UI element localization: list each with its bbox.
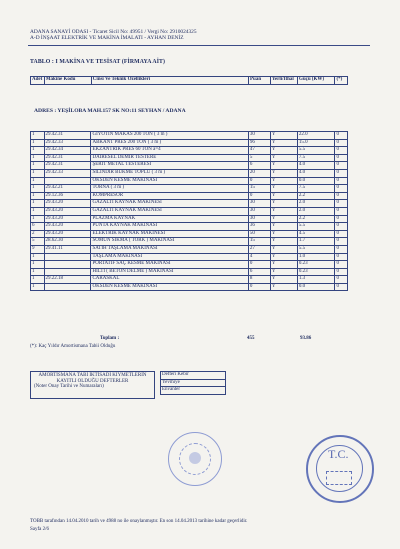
row-yerli-ithal: Y (270, 215, 297, 223)
row-amortisman: 0 (335, 154, 348, 162)
table-title: TABLO : I MAKİNA VE TESİSAT (FİRMAYA AİT) (30, 59, 166, 65)
row-cins: PUNTA KAYNAK MAKİNASI (91, 223, 248, 231)
totals-guc: 93.86 (300, 336, 312, 341)
row-kod: 29.42.31 (44, 132, 91, 140)
page-number: Sayfa 2/6 (30, 527, 50, 532)
row-kod: 29.42.31 (44, 162, 91, 170)
row-guc: 2.2 (297, 192, 335, 200)
row-guc: 0.23 (297, 261, 335, 269)
row-kod (44, 261, 91, 269)
row-yerli-ithal: Y (270, 154, 297, 162)
row-kod: 29.42.33 (44, 139, 91, 147)
row-amortisman: 0 (335, 139, 348, 147)
col-cins: Cinsi Ve Teknik Özellikleri (91, 77, 248, 85)
row-kod: 29.43.20 (44, 230, 91, 238)
amortization-box (30, 371, 155, 399)
round-seal-right (306, 435, 374, 503)
row-puan: 0 (248, 192, 270, 200)
row-guc: 4.0 (297, 162, 335, 170)
row-amortisman: 0 (335, 132, 348, 140)
row-amortisman: 0 (335, 177, 348, 185)
row-guc: 7.5 (297, 154, 335, 162)
table-row (31, 162, 348, 170)
row-cins: SATIH TAŞLAMA MAKİNASI (91, 245, 248, 253)
totals-label: Toplam : (100, 336, 120, 341)
row-guc: 4.0 (297, 169, 335, 177)
row-amortisman: 0 (335, 261, 348, 269)
row-puan: 36 (248, 223, 270, 231)
row-adet: 2 (31, 230, 45, 238)
row-cins: TAŞLAMA MAKİNASI (91, 253, 248, 261)
header-line-1: ADANA SANAYİ ODASI - Ticaret Sicil No: 49951 / Vergi No: 2910024325 (30, 29, 197, 35)
row-yerli-ithal: Y (270, 230, 297, 238)
col-amortisman: (*) (335, 77, 348, 85)
row-puan: 0 (248, 261, 270, 269)
row-guc: 0.0 (297, 177, 335, 185)
row-kod: 29.42.21 (44, 185, 91, 193)
row-adet: 1 (31, 139, 45, 147)
row-puan: 6 (248, 268, 270, 276)
row-adet: 1 (31, 147, 45, 155)
row-yerli-ithal: Y (270, 192, 297, 200)
row-kod (44, 283, 91, 291)
table-row (31, 177, 348, 185)
row-puan: 30 (248, 215, 270, 223)
row-amortisman: 0 (335, 200, 348, 208)
row-yerli-ithal: Y (270, 185, 297, 193)
row-amortisman: 0 (335, 230, 348, 238)
row-cins: GİYOTİN MAKAS 200 TON ( 3 m ) (91, 132, 248, 140)
row-puan: 30 (248, 207, 270, 215)
machine-table (30, 131, 348, 291)
row-kod: 29.43.20 (44, 223, 91, 231)
row-guc: 15.0 (297, 139, 335, 147)
row-puan: 30 (248, 200, 270, 208)
row-cins: HİLTİ ( BETON DELME ) MAKİNASI (91, 268, 248, 276)
row-kod: 29.43.20 (44, 215, 91, 223)
row-yerli-ithal: Y (270, 268, 297, 276)
row-adet: 5 (31, 238, 45, 246)
row-amortisman: 0 (335, 169, 348, 177)
table-row (31, 207, 348, 215)
row-puan: 47 (248, 147, 270, 155)
table-row (31, 200, 348, 208)
row-cins: PORTATİF SAÇ KESME MAKİNASI (91, 261, 248, 269)
row-puan: 30 (248, 132, 270, 140)
row-adet: 1 (31, 154, 45, 162)
row-kod: 29.12.36 (44, 192, 91, 200)
col-kod: Makine Kodu (44, 77, 91, 85)
row-yerli-ithal: Y (270, 223, 297, 231)
row-adet: 1 (31, 268, 45, 276)
row-guc: 2.0 (297, 207, 335, 215)
table-row (31, 223, 348, 231)
amortization-subtext: (Noter Onay Tarihi ve Numaraları) (34, 384, 104, 390)
row-puan: 96 (248, 139, 270, 147)
row-adet: 1 (31, 283, 45, 291)
row-guc: 5.5 (297, 147, 335, 155)
table-row (31, 215, 348, 223)
row-amortisman: 0 (335, 147, 348, 155)
row-adet: 1 (31, 169, 45, 177)
row-cins: GAZALTI KAYNAK MAKİNESİ (91, 200, 248, 208)
row-adet: 1 (31, 207, 45, 215)
header-divider (28, 45, 370, 46)
row-puan: 27 (248, 245, 270, 253)
row-guc: 4.5 (297, 230, 335, 238)
row-adet: 9 (31, 245, 45, 253)
row-adet: 1 (31, 200, 45, 208)
row-puan: 0 (248, 283, 270, 291)
row-guc: 5.5 (297, 245, 335, 253)
row-guc: 5.5 (297, 223, 335, 231)
row-cins: TORNA ( 3 m ) (91, 185, 248, 193)
row-kod: 29.43.20 (44, 207, 91, 215)
row-kod: 29.42.31 (44, 154, 91, 162)
table-row (31, 132, 348, 140)
ledger-defteri-kebir: Defteri Kebir (161, 372, 226, 380)
row-puan: 8 (248, 276, 270, 284)
column-header-table (30, 76, 348, 85)
row-adet: 1 (31, 261, 45, 269)
row-kod: 28.62.30 (44, 238, 91, 246)
row-amortisman: 0 (335, 215, 348, 223)
ledger-envanter: Envanter (161, 387, 226, 395)
row-cins: KOMPRESÖR (91, 192, 248, 200)
row-puan: 0 (248, 177, 270, 185)
row-amortisman: 0 (335, 207, 348, 215)
row-yerli-ithal: Y (270, 147, 297, 155)
col-guc: Güçü (KW) (297, 77, 335, 85)
header-line-2: A-D İNŞAAT ELEKTRİK VE MAKİNA İMALATI - AYHAN DENİZ (30, 35, 184, 41)
row-yerli-ithal: Y (270, 245, 297, 253)
row-puan: 20 (248, 169, 270, 177)
row-adet: 1 (31, 185, 45, 193)
row-amortisman: 0 (335, 276, 348, 284)
row-adet: 1 (31, 132, 45, 140)
table-row (31, 253, 348, 261)
table-row (31, 192, 348, 200)
row-guc: 2.2 (297, 215, 335, 223)
row-cins: ELEKTRİK KAYNAK MAKİNESİ (91, 230, 248, 238)
row-guc: 7.5 (297, 185, 335, 193)
row-cins: SOMUN SIKMA ( TORK ) MAKİNASI (91, 238, 248, 246)
row-amortisman: 0 (335, 245, 348, 253)
row-cins: DAİRESEL DEMİR TESTERE (91, 154, 248, 162)
row-guc: 1.3 (297, 276, 335, 284)
col-yerli-ithal: Yerli/İthal (270, 77, 297, 85)
row-yerli-ithal: Y (270, 261, 297, 269)
row-adet: 1 (31, 162, 45, 170)
totals-puan: 455 (247, 336, 255, 341)
row-amortisman: 0 (335, 283, 348, 291)
row-yerli-ithal: Y (270, 283, 297, 291)
row-kod: 29.42.34 (44, 147, 91, 155)
row-cins: ŞERİT METAL TESTERESİ (91, 162, 248, 170)
table-row (31, 245, 348, 253)
row-adet: 1 (31, 192, 45, 200)
row-puan: 50 (248, 230, 270, 238)
row-cins: OKSİJEN KESME MAKİNASI (91, 283, 248, 291)
row-kod: 29.41.11 (44, 245, 91, 253)
table-row (31, 238, 348, 246)
row-puan: 5 (248, 154, 270, 162)
ledger-table (160, 371, 226, 395)
row-kod (44, 268, 91, 276)
row-guc: 1.7 (297, 238, 335, 246)
row-cins: PLAZMA KAYNAK (91, 215, 248, 223)
row-kod (44, 253, 91, 261)
row-yerli-ithal: Y (270, 200, 297, 208)
round-seal-left (168, 432, 222, 486)
table-row (31, 276, 348, 284)
table-row (31, 283, 348, 291)
row-puan: 6 (248, 162, 270, 170)
seal-emblem-icon (189, 452, 201, 464)
row-guc: 0.0 (297, 283, 335, 291)
table-row (31, 268, 348, 276)
row-amortisman: 0 (335, 268, 348, 276)
table-row (31, 185, 348, 193)
row-guc: 2.0 (297, 200, 335, 208)
row-cins: ABKANT PRES 200 TON ( 3 m ) (91, 139, 248, 147)
table-row (31, 139, 348, 147)
row-yerli-ithal: Y (270, 238, 297, 246)
row-adet: 1 (31, 276, 45, 284)
row-puan: 15 (248, 185, 270, 193)
row-cins: OKSİJEN KESME MAKİNASI (91, 177, 248, 185)
table-row (31, 154, 348, 162)
row-amortisman: 0 (335, 192, 348, 200)
col-adet: Adet (31, 77, 45, 85)
row-cins: EKZANTRİK PRES 60 TON a=4 (91, 147, 248, 155)
row-kod (44, 177, 91, 185)
row-yerli-ithal: Y (270, 253, 297, 261)
amortisman-note: (*): Kaç Yıldır Amortismana Tabii Olduğu (30, 344, 116, 349)
row-adet: 1 (31, 253, 45, 261)
row-yerli-ithal: Y (270, 207, 297, 215)
row-cins: CARASKAL (91, 276, 248, 284)
row-amortisman: 0 (335, 185, 348, 193)
row-adet: 1 (31, 177, 45, 185)
row-yerli-ithal: Y (270, 177, 297, 185)
address: ADRES : YEŞİLOBA MAH.157 SK NO:11 SEYHAN / ADANA (34, 108, 186, 114)
row-yerli-ithal: Y (270, 162, 297, 170)
seal-right-emblem-icon (326, 471, 352, 485)
row-adet: 6 (31, 223, 45, 231)
row-guc: 22.0 (297, 132, 335, 140)
seal-tc-text: T.C. (328, 447, 349, 461)
row-adet: 1 (31, 215, 45, 223)
row-puan: 15 (248, 238, 270, 246)
ledger-yevmiye: Yevmiye (161, 379, 226, 387)
row-amortisman: 0 (335, 253, 348, 261)
table-row (31, 261, 348, 269)
row-cins: SİLİNDİR BÜKME TOPLU ( 3 m ) (91, 169, 248, 177)
row-puan: 4 (248, 253, 270, 261)
row-yerli-ithal: Y (270, 132, 297, 140)
row-yerli-ithal: Y (270, 276, 297, 284)
row-kod: 29.43.20 (44, 200, 91, 208)
row-amortisman: 0 (335, 238, 348, 246)
row-amortisman: 0 (335, 223, 348, 231)
row-guc: 1.0 (297, 253, 335, 261)
row-yerli-ithal: Y (270, 169, 297, 177)
table-row (31, 147, 348, 155)
table-row (31, 230, 348, 238)
table-row (31, 169, 348, 177)
col-puan: Puan (249, 77, 271, 85)
row-kod: 29.42.33 (44, 169, 91, 177)
row-yerli-ithal: Y (270, 139, 297, 147)
row-amortisman: 0 (335, 162, 348, 170)
row-guc: 0.23 (297, 268, 335, 276)
footer-approval: TOBB tarafından 14.04.2010 tarih ve 4988 no ile onaylanmıştır. En son 14.04.2013 tarihine kadar geçerlidir. (30, 519, 248, 524)
row-cins: GAZALTI KAYNAK MAKİNESİ (91, 207, 248, 215)
row-kod: 29.22.18 (44, 276, 91, 284)
amortization-text: AMORTİSMANA TABİ İKTİSADİ KIYMETLERİN KAYITLI OLDUĞU DEFTERLER (38, 373, 147, 384)
